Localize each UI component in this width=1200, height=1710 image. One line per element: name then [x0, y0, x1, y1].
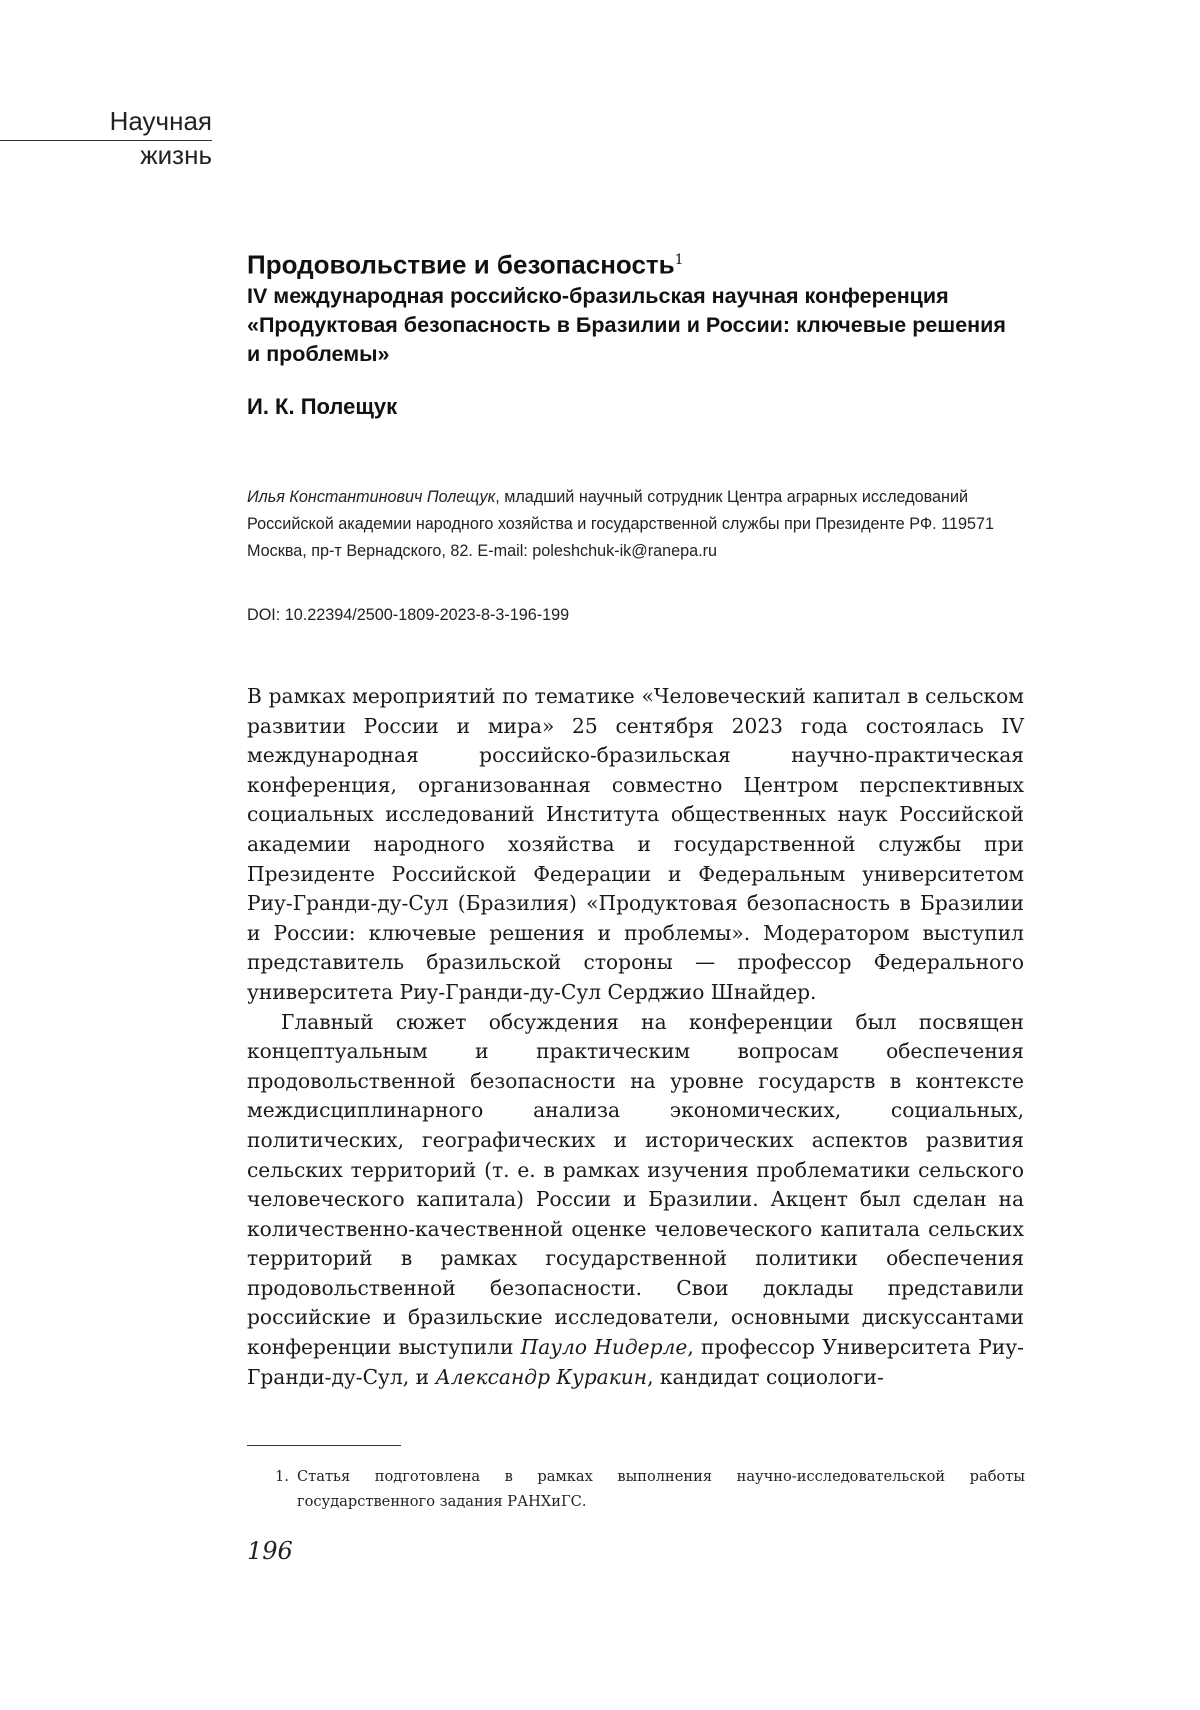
section-label: [0, 104, 212, 172]
footnote-number: 1.: [275, 1468, 289, 1485]
footnote-text: Статья подготовлена в рамках выполнения научно-исследовательской работы государственного задания РАНХиГС.: [297, 1468, 1025, 1510]
article-body: [247, 682, 1024, 1392]
title-footnote-mark[interactable]: 1: [674, 252, 684, 268]
body-paragraph-2: [247, 1008, 1024, 1393]
article-title-text: Продовольствие и безопасность: [247, 249, 675, 280]
article-title: [247, 244, 684, 281]
article-author: И. К. Полещук: [247, 394, 398, 419]
section-label-line2: жизнь: [140, 140, 212, 170]
discussant-name-1: Пауло Нидерле: [520, 1335, 688, 1360]
section-divider: [0, 140, 212, 141]
discussant-name-2: Александр Куракин: [435, 1364, 648, 1389]
affiliation-text: , младший научный сотрудник Центра аграрных исследований Российской академии народного хозяйства и государственной службы при Президенте РФ. 119571 Москва, пр-т Вернадского, 82. E-mail: poleshchuk-ik@ranepa.ru: [247, 488, 994, 560]
doi[interactable]: DOI: 10.22394/2500-1809-2023-8-3-196-199: [247, 606, 570, 624]
page-number: 196: [247, 1537, 293, 1565]
body-paragraph-1: В рамках мероприятий по тематике «Человеческий капитал в сельском развитии России и мира» 25 сентября 2023 года состоялась IV международная российско-бразильская научно-практическая конференция, организованная совместно Центром перспективных социальных исследований Института общественных наук Российской академии народного хозяйства и государственной службы при Президенте Российской Федерации и Федеральным университетом Риу-Гранди-ду-Сул (Бразилия) «Продуктовая безопасность в Бразилии и России: ключевые решения и проблемы». Модератором выступил представитель бразильской стороны — профессор Федерального университета Риу-Гранди-ду-Сул Серджио Шнайдер.: [247, 684, 1024, 1004]
article-subtitle: IV международная российско-бразильская научная конференция «Продуктовая безопасность в Бразилии и России: ключевые решения и проблемы»: [247, 284, 1006, 366]
affiliation-author-name: Илья Константинович Полещук: [247, 488, 496, 506]
section-label-line1: Научная: [109, 106, 212, 136]
paragraph-2-start: Главный сюжет обсуждения на конференции был посвящен концептуальным и практическим вопросам обеспечения продовольственной безопасности на уровне государств в контексте междисциплинарного анализа экономических, социальных, политических, географических и исторических аспектов развития сельских территорий (т. е. в рамках изучения проблематики сельского человеческого капитала) России и Бразилии. Акцент был сделан на количественно-качественной оценке человеческого капитала сельских территорий в рамках государственной политики обеспечения продовольственной безопасности. Свои доклады представили российские и бразильские исследователи, основными дискуссантами конференции выступили: [247, 1009, 1024, 1360]
paragraph-2-end: , кандидат социологи-: [647, 1364, 884, 1389]
footnote: [275, 1464, 1025, 1514]
footnote-divider: [247, 1445, 401, 1446]
author-affiliation: [247, 484, 1007, 565]
paragraph-2-mid: , профессор Университета Риу-Гранди-ду-Сул, и: [247, 1335, 1024, 1389]
